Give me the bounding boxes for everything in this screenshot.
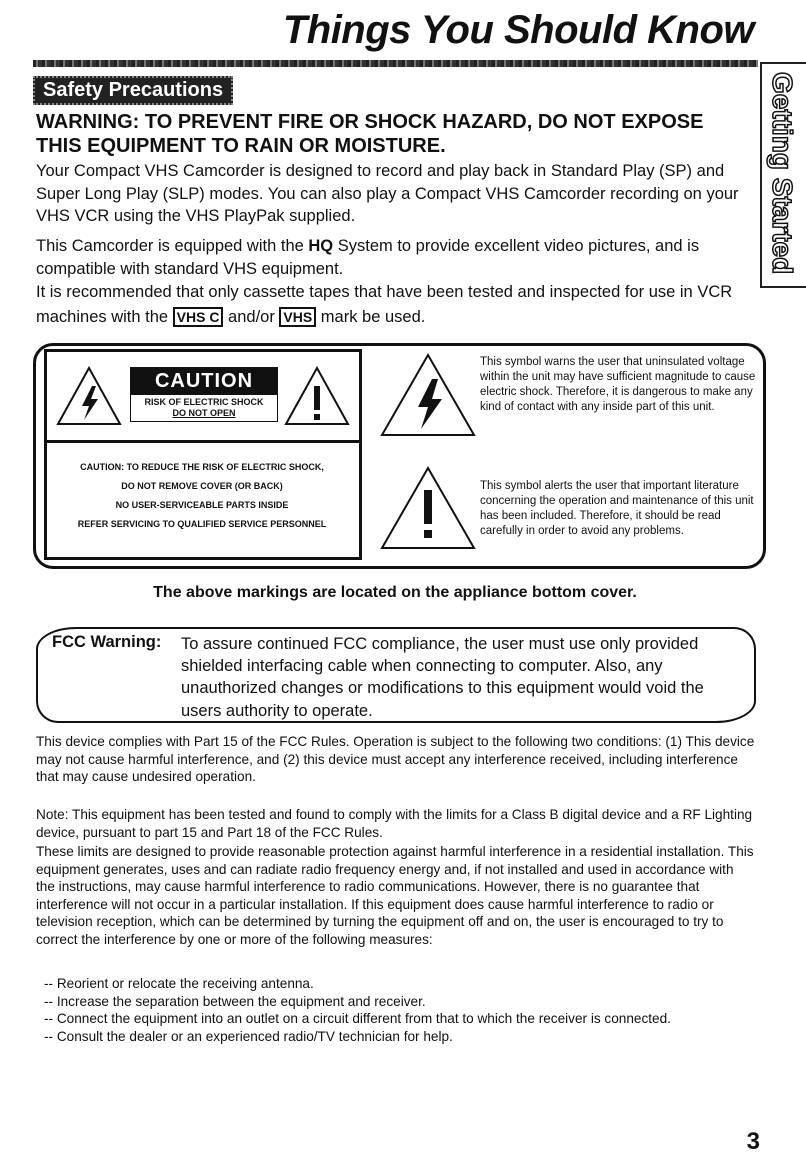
caution-line: REFER SERVICING TO QUALIFIED SERVICE PERSONNEL [77,519,327,529]
page-number: 3 [746,1128,760,1155]
caution-subtitle [131,395,277,421]
lightning-symbol-icon [380,353,476,437]
caution-line: CAUTION: TO REDUCE THE RISK OF ELECTRIC SHOCK, [80,462,324,472]
interference-measures-list [44,975,744,1045]
interference-paragraph: These limits are designed to provide reasonable protection against harmful interference in a residential installation. This equipment generates, uses and can radiate radio frequency energy and, if not installed and used in accordance with the instructions, may cause harmful interference to radio communications. However, there is no guarantee that interference will not occur in a particular installation. If this equipment does cause harmful interference to radio or television reception, which can be determined by turning the equipment off and on, the user is encouraged to try to correct the interference by one or more of the following measures: [36,844,754,947]
fcc-compliance-paragraph: This device complies with Part 15 of the FCC Rules. Operation is subject to the following two conditions: (1) This device may not cause harmful interference, and (2) this device must accept any interference received, including interference that may cause undesired operation. [36,734,755,785]
intro-paragraph: Your Compact VHS Camcorder is designed to record and play back in Standard Play (SP) and Super Long Play (SLP) modes. You can also play a Compact VHS Camcorder recording on your VHS VCR using the VHS PlayPak supplied. [36,162,739,225]
list-item: -- Consult the dealer or an experienced radio/TV technician for help. [44,1028,744,1046]
side-tab-label: Getting Started [767,72,798,275]
lightning-warning-icon [56,366,122,426]
caution-badge [130,367,278,422]
caution-title: CAUTION [131,368,277,395]
vhs-c-logo: VHS C [173,307,224,327]
fcc-warning-text: To assure continued FCC compliance, the user must use only provided shielded interfacing cable when connecting to computer. Also, any unauthorized changes or modifications to this equipment would void the users authority to operate. [181,635,704,720]
exclamation-warning-icon [284,366,350,426]
cassette-text-before: It is recommended that only cassette tapes that have been tested and inspected for use in VCR machines with the [36,283,733,326]
fcc-warning-label: FCC Warning: [52,633,162,651]
caution-sub-line2: DO NOT OPEN [172,408,236,418]
caution-line: NO USER-SERVICEABLE PARTS INSIDE [115,500,289,510]
list-item: -- Increase the separation between the equipment and receiver. [44,993,744,1011]
cassette-text-mid: and/or [223,308,280,326]
exclamation-symbol-description: This symbol alerts the user that important literature concerning the operation and maintenance of this unit has been included. Therefore, it should be read carefully in order to avoid any problems. [480,480,754,537]
caution-panel-divider [44,440,362,443]
hq-paragraph [36,235,751,280]
caution-sub-line1: RISK OF ELECTRIC SHOCK [144,397,264,407]
cassette-paragraph [36,280,751,330]
list-item: -- Connect the equipment into an outlet on a circuit different from that to which the receiver is connected. [44,1010,744,1028]
warning-heading: WARNING: TO PREVENT FIRE OR SHOCK HAZARD, DO NOT EXPOSE THIS EQUIPMENT TO RAIN OR MOISTURE. [36,111,704,157]
caution-line: DO NOT REMOVE COVER (OR BACK) [121,481,283,491]
exclamation-symbol-icon [380,466,476,550]
hq-text-after: System to provide excellent video pictures, and is compatible with standard VHS equipment. [36,237,700,278]
list-item: -- Reorient or relocate the receiving antenna. [44,975,744,993]
page-title: Things You Should Know [282,8,754,52]
lightning-symbol-description: This symbol warns the user that uninsulated voltage within the unit may have sufficient magnitude to cause electric shock. Therefore, it is dangerous to make any kind of contact with any inside part of this unit. [480,356,756,413]
vhs-logo: VHS [279,307,316,327]
cassette-text-after: mark be used. [316,308,426,326]
markings-note: The above markings are located on the appliance bottom cover. [153,584,637,601]
section-label: Safety Precautions [33,76,233,105]
caution-instructions [48,458,356,534]
side-tab-getting-started [760,62,806,288]
title-divider [33,60,758,67]
hq-text-before: This Camcorder is equipped with the [36,237,309,255]
class-b-note-paragraph: Note: This equipment has been tested and found to comply with the limits for a Class B digital device and a RF Lighting device, pursuant to part 15 and Part 18 of the FCC Rules. [36,807,753,840]
hq-bold: HQ [308,237,334,255]
